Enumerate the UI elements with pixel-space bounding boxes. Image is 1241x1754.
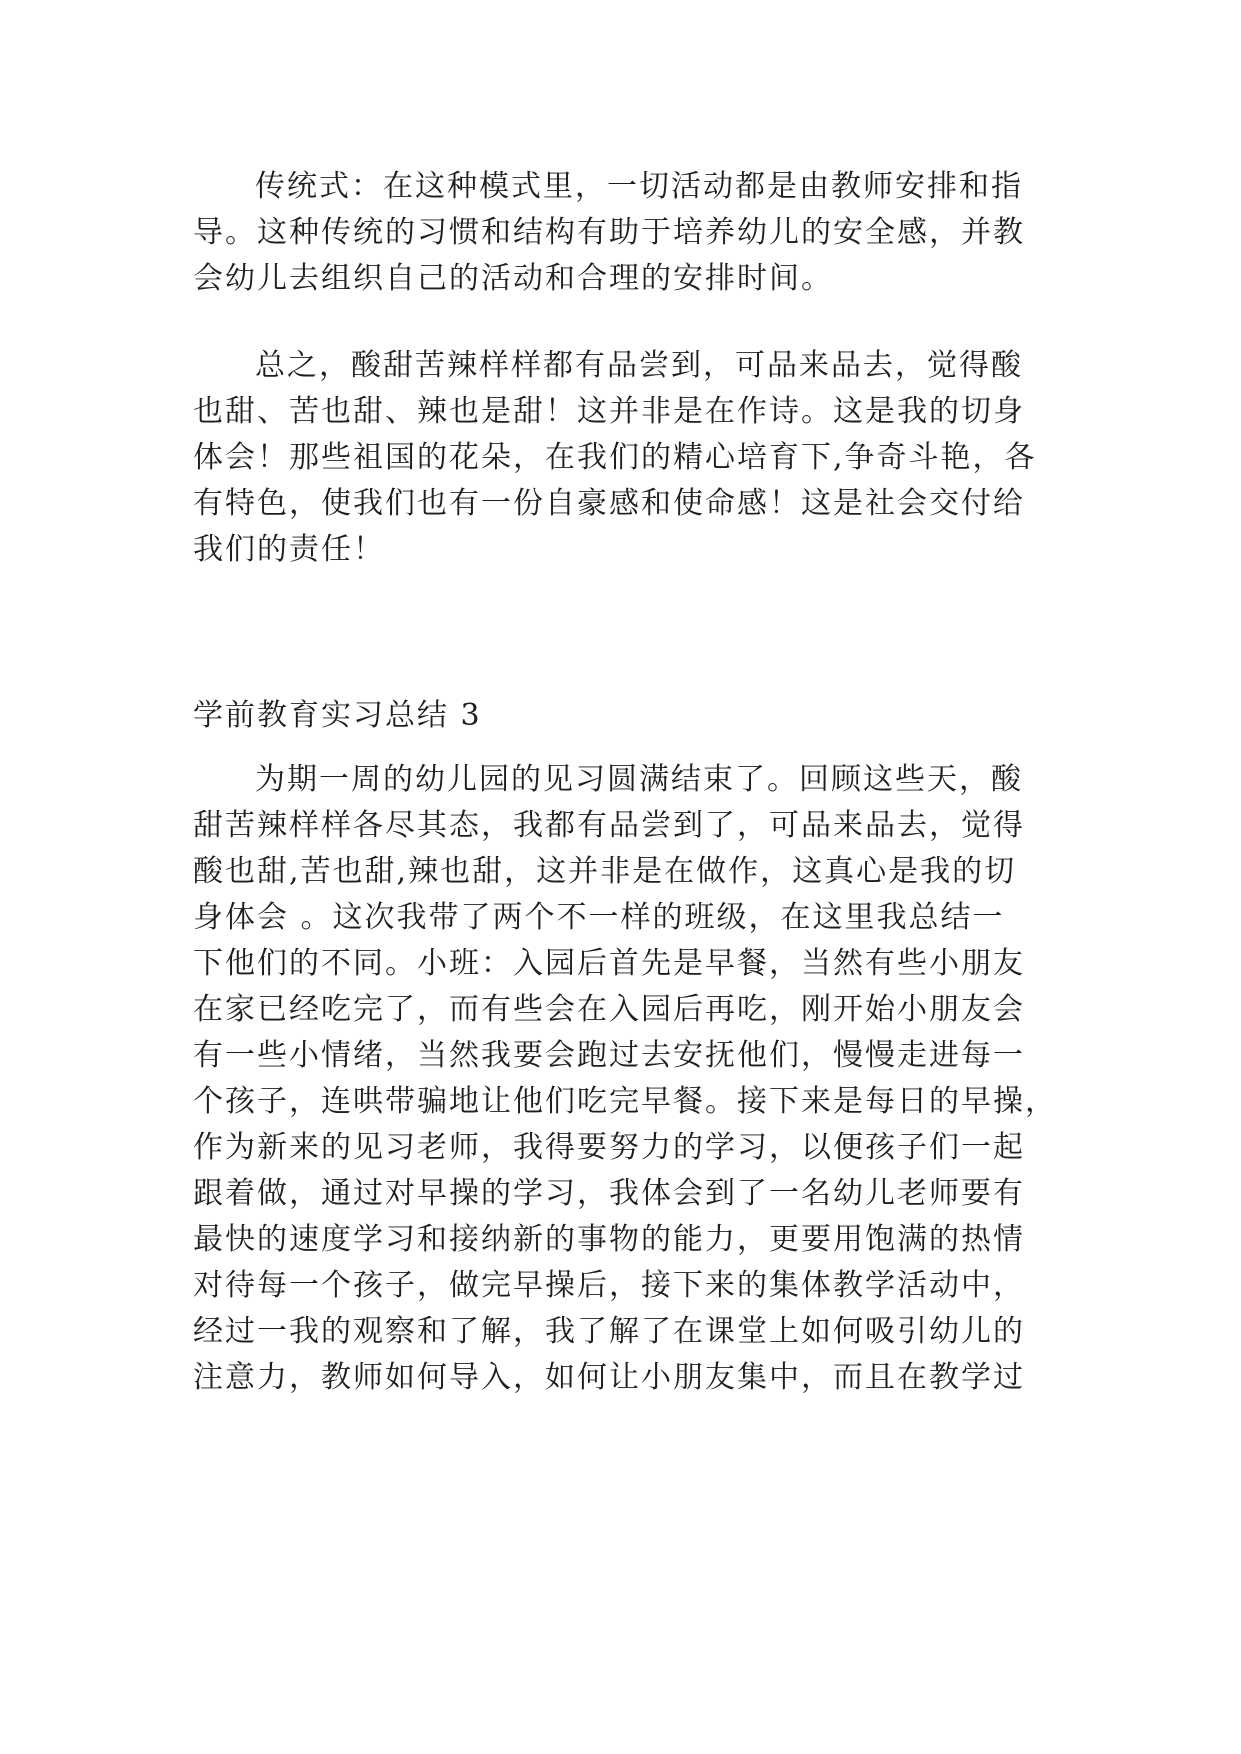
paragraph-line: 身体会 。这次我带了两个不一样的班级，在这里我总结一	[193, 900, 1005, 935]
paragraph-line: 总之，酸甜苦辣样样都有品尝到，可品来品去，觉得酸	[255, 348, 1023, 383]
paragraph-line: 传统式：在这种模式里，一切活动都是由教师安排和指	[255, 169, 1023, 204]
paragraph-line: 会幼儿去组织自己的活动和合理的安排时间。	[193, 261, 833, 296]
paragraph-line: 导。这种传统的习惯和结构有助于培养幼儿的安全感，并教	[193, 215, 1025, 250]
paragraph-traditional-style	[193, 164, 1053, 302]
paragraph-line: 酸也甜,苦也甜,辣也甜，这并非是在做作，这真心是我的切	[193, 854, 1017, 889]
paragraph-line: 下他们的不同。小班：入园后首先是早餐，当然有些小朋友	[193, 946, 1025, 981]
paragraph-line: 个孩子，连哄带骗地让他们吃完早餐。接下来是每日的早操，	[193, 1084, 1057, 1119]
paragraph-line: 有一些小情绪，当然我要会跑过去安抚他们，慢慢走进每一	[193, 1038, 1025, 1073]
paragraph-line: 经过一我的观察和了解，我了解了在课堂上如何吸引幼儿的	[193, 1314, 1025, 1349]
paragraph-summary	[193, 343, 1053, 573]
paragraph-line: 注意力，教师如何导入，如何让小朋友集中，而且在教学过	[193, 1360, 1025, 1395]
paragraph-line: 有特色，使我们也有一份自豪感和使命感！这是社会交付给	[193, 486, 1025, 521]
paragraph-line: 体会！那些祖国的花朵，在我们的精心培育下,争奇斗艳，各	[193, 440, 1037, 475]
paragraph-internship-review	[193, 757, 1057, 1401]
paragraph-line: 在家已经吃完了，而有些会在入园后再吃，刚开始小朋友会	[193, 992, 1025, 1027]
paragraph-line: 也甜、苦也甜、辣也是甜！这并非是在作诗。这是我的切身	[193, 394, 1025, 429]
section-heading: 学前教育实习总结 3	[193, 698, 482, 733]
paragraph-line: 我们的责任！	[193, 532, 385, 567]
paragraph-line: 最快的速度学习和接纳新的事物的能力，更要用饱满的热情	[193, 1222, 1025, 1257]
paragraph-line: 作为新来的见习老师，我得要努力的学习，以便孩子们一起	[193, 1130, 1025, 1165]
paragraph-line: 为期一周的幼儿园的见习圆满结束了。回顾这些天，酸	[255, 762, 1023, 797]
paragraph-line: 跟着做，通过对早操的学习，我体会到了一名幼儿老师要有	[193, 1176, 1025, 1211]
paragraph-line: 甜苦辣样样各尽其态，我都有品尝到了，可品来品去，觉得	[193, 808, 1025, 843]
paragraph-line: 对待每一个孩子，做完早操后，接下来的集体教学活动中，	[193, 1268, 1025, 1303]
